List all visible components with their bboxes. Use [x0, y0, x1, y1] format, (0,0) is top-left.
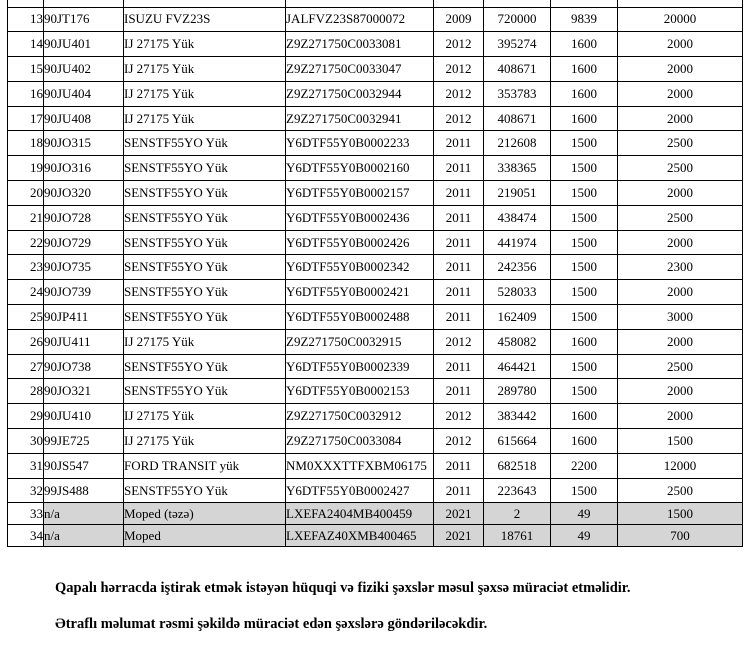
- cell-engine-volume: 2200: [551, 453, 618, 478]
- cell-model: IJ 27175 Yük: [124, 106, 286, 131]
- cell-mileage: 615664: [484, 429, 551, 454]
- cell-mileage: 441974: [484, 230, 551, 255]
- cell-model: IJ 27175 Yük: [124, 81, 286, 106]
- cell-row-number: 20: [8, 181, 44, 206]
- cell-plate-number: 99JS488: [44, 478, 124, 503]
- cell-row-number: 26: [8, 329, 44, 354]
- cell-year: 2011: [434, 131, 484, 156]
- cell-mileage: 408671: [484, 57, 551, 82]
- cell-price: 2000: [618, 230, 743, 255]
- cell-engine-volume: 1500: [551, 181, 618, 206]
- cell-engine-volume: 1500: [551, 156, 618, 181]
- vehicle-table: [7, 0, 743, 547]
- cell-price: 1500: [618, 429, 743, 454]
- cell-row-number: 33: [8, 503, 44, 525]
- cell-mileage: 289780: [484, 379, 551, 404]
- cell-year: 2011: [434, 379, 484, 404]
- cell-engine-volume: 1600: [551, 32, 618, 57]
- cell-plate-number: 90JO320: [44, 181, 124, 206]
- cell-mileage: 458082: [484, 329, 551, 354]
- table-row: [8, 57, 743, 82]
- cell-model: SENSTF55YO Yük: [124, 181, 286, 206]
- table-row: [8, 181, 743, 206]
- cell-plate-number: 90JS547: [44, 453, 124, 478]
- cell-mileage: 438474: [484, 205, 551, 230]
- cell-vin: Y6DTF55Y0B0002426: [286, 230, 434, 255]
- stub-cell: [8, 0, 44, 7]
- table-row: [8, 106, 743, 131]
- cell-engine-volume: 1500: [551, 255, 618, 280]
- stub-cell: [286, 0, 434, 7]
- cell-row-number: 17: [8, 106, 44, 131]
- cell-year: 2012: [434, 32, 484, 57]
- cell-row-number: 16: [8, 81, 44, 106]
- table-row: [8, 354, 743, 379]
- cell-model: Moped (təzə): [124, 503, 286, 525]
- cell-engine-volume: 1500: [551, 305, 618, 330]
- cell-plate-number: 90JU408: [44, 106, 124, 131]
- cell-year: 2021: [434, 503, 484, 525]
- table-row: [8, 280, 743, 305]
- cell-price: 20000: [618, 7, 743, 32]
- cell-vin: Z9Z271750C0032912: [286, 404, 434, 429]
- note-paragraph-2: Ətraflı məlumat rəsmi şəkildə müraciət edən şəxslərə göndəriləcəkdir.: [55, 616, 488, 632]
- table-row: [8, 230, 743, 255]
- cell-engine-volume: 1600: [551, 329, 618, 354]
- cell-price: 2000: [618, 404, 743, 429]
- stub-cell: [434, 0, 484, 7]
- cell-row-number: 22: [8, 230, 44, 255]
- cell-price: 2000: [618, 280, 743, 305]
- cell-plate-number: 90JU411: [44, 329, 124, 354]
- cell-year: 2011: [434, 230, 484, 255]
- cell-vin: Z9Z271750C0033084: [286, 429, 434, 454]
- cell-engine-volume: 9839: [551, 7, 618, 32]
- cell-row-number: 29: [8, 404, 44, 429]
- cell-engine-volume: 1500: [551, 379, 618, 404]
- cell-plate-number: 90JO316: [44, 156, 124, 181]
- cell-mileage: 408671: [484, 106, 551, 131]
- cell-mileage: 464421: [484, 354, 551, 379]
- cell-year: 2011: [434, 156, 484, 181]
- cell-model: SENSTF55YO Yük: [124, 478, 286, 503]
- cell-engine-volume: 49: [551, 503, 618, 525]
- cell-model: FORD TRANSIT yük: [124, 453, 286, 478]
- cell-price: 3000: [618, 305, 743, 330]
- cell-engine-volume: 1500: [551, 131, 618, 156]
- cell-year: 2011: [434, 354, 484, 379]
- cell-price: 2000: [618, 379, 743, 404]
- cell-year: 2012: [434, 404, 484, 429]
- cell-year: 2011: [434, 255, 484, 280]
- cell-plate-number: 90JO321: [44, 379, 124, 404]
- cell-mileage: 528033: [484, 280, 551, 305]
- table-row: [8, 525, 743, 547]
- cell-row-number: 30: [8, 429, 44, 454]
- cell-engine-volume: 1500: [551, 230, 618, 255]
- cell-mileage: 212608: [484, 131, 551, 156]
- table-row: [8, 379, 743, 404]
- cell-row-number: 27: [8, 354, 44, 379]
- note-paragraph-1: Qapalı hərracda iştirak etmək istəyən hüquqi və fiziki şəxslər məsul şəxsə müraciət etməlidir.: [55, 580, 631, 596]
- cell-model: SENSTF55YO Yük: [124, 305, 286, 330]
- cell-vin: NM0XXXTTFXBM06175: [286, 453, 434, 478]
- cell-vin: Y6DTF55Y0B0002488: [286, 305, 434, 330]
- cell-price: 2500: [618, 478, 743, 503]
- cell-row-number: 13: [8, 7, 44, 32]
- cell-row-number: 34: [8, 525, 44, 547]
- cell-mileage: 682518: [484, 453, 551, 478]
- cell-model: IJ 27175 Yük: [124, 57, 286, 82]
- cell-plate-number: 90JO729: [44, 230, 124, 255]
- cell-row-number: 19: [8, 156, 44, 181]
- cell-engine-volume: 1600: [551, 106, 618, 131]
- cell-vin: LXEFA2404MB400459: [286, 503, 434, 525]
- cell-row-number: 24: [8, 280, 44, 305]
- table-row: [8, 32, 743, 57]
- cell-model: SENSTF55YO Yük: [124, 205, 286, 230]
- cell-plate-number: 90JT176: [44, 7, 124, 32]
- stub-cell: [124, 0, 286, 7]
- cell-model: SENSTF55YO Yük: [124, 255, 286, 280]
- cell-model: ISUZU FVZ23S: [124, 7, 286, 32]
- table-row: [8, 7, 743, 32]
- cell-plate-number: 90JO739: [44, 280, 124, 305]
- cell-vin: Z9Z271750C0032941: [286, 106, 434, 131]
- table-row: [8, 429, 743, 454]
- cell-price: 2000: [618, 329, 743, 354]
- cell-model: SENSTF55YO Yük: [124, 280, 286, 305]
- cell-mileage: 18761: [484, 525, 551, 547]
- cell-mileage: 338365: [484, 156, 551, 181]
- cell-price: 2500: [618, 354, 743, 379]
- cell-vin: Y6DTF55Y0B0002427: [286, 478, 434, 503]
- table-row: [8, 131, 743, 156]
- stub-cell: [44, 0, 124, 7]
- cell-price: 12000: [618, 453, 743, 478]
- cell-plate-number: 90JP411: [44, 305, 124, 330]
- cell-plate-number: 90JO728: [44, 205, 124, 230]
- cell-plate-number: 90JU410: [44, 404, 124, 429]
- cell-year: 2012: [434, 57, 484, 82]
- table-row: [8, 329, 743, 354]
- cell-model: SENSTF55YO Yük: [124, 230, 286, 255]
- cell-year: 2012: [434, 106, 484, 131]
- cell-engine-volume: 1500: [551, 205, 618, 230]
- cell-year: 2011: [434, 453, 484, 478]
- cell-year: 2011: [434, 280, 484, 305]
- cell-vin: LXEFAZ40XMB400465: [286, 525, 434, 547]
- cell-row-number: 15: [8, 57, 44, 82]
- cell-vin: Y6DTF55Y0B0002421: [286, 280, 434, 305]
- cell-mileage: 219051: [484, 181, 551, 206]
- cell-year: 2012: [434, 81, 484, 106]
- notes-section: [55, 578, 710, 650]
- cell-engine-volume: 1600: [551, 81, 618, 106]
- cell-mileage: 353783: [484, 81, 551, 106]
- cell-model: IJ 27175 Yük: [124, 404, 286, 429]
- cell-vin: Z9Z271750C0032915: [286, 329, 434, 354]
- cell-vin: Z9Z271750C0033047: [286, 57, 434, 82]
- cell-vin: Y6DTF55Y0B0002339: [286, 354, 434, 379]
- cell-model: SENSTF55YO Yük: [124, 379, 286, 404]
- cell-vin: Z9Z271750C0032944: [286, 81, 434, 106]
- cell-model: Moped: [124, 525, 286, 547]
- cell-engine-volume: 49: [551, 525, 618, 547]
- cell-plate-number: n/a: [44, 503, 124, 525]
- cell-plate-number: 90JU401: [44, 32, 124, 57]
- cell-model: IJ 27175 Yük: [124, 329, 286, 354]
- cell-row-number: 23: [8, 255, 44, 280]
- cell-vin: Y6DTF55Y0B0002160: [286, 156, 434, 181]
- table-row: [8, 404, 743, 429]
- cell-model: SENSTF55YO Yük: [124, 354, 286, 379]
- cell-mileage: 395274: [484, 32, 551, 57]
- cell-plate-number: 99JE725: [44, 429, 124, 454]
- cell-plate-number: 90JU404: [44, 81, 124, 106]
- stub-cell: [618, 0, 743, 7]
- cell-year: 2011: [434, 181, 484, 206]
- cell-vin: Y6DTF55Y0B0002153: [286, 379, 434, 404]
- cell-mileage: 383442: [484, 404, 551, 429]
- cell-price: 1500: [618, 503, 743, 525]
- cell-vin: Y6DTF55Y0B0002157: [286, 181, 434, 206]
- cell-price: 2000: [618, 57, 743, 82]
- cell-price: 2500: [618, 131, 743, 156]
- cell-price: 2500: [618, 156, 743, 181]
- cell-engine-volume: 1600: [551, 404, 618, 429]
- cell-mileage: 223643: [484, 478, 551, 503]
- cell-model: IJ 27175 Yük: [124, 429, 286, 454]
- cell-plate-number: 90JO738: [44, 354, 124, 379]
- cell-mileage: 162409: [484, 305, 551, 330]
- cell-year: 2011: [434, 478, 484, 503]
- table-row: [8, 255, 743, 280]
- cell-vin: Y6DTF55Y0B0002233: [286, 131, 434, 156]
- cell-vin: Y6DTF55Y0B0002436: [286, 205, 434, 230]
- cell-price: 2000: [618, 181, 743, 206]
- cell-price: 2000: [618, 81, 743, 106]
- cell-model: SENSTF55YO Yük: [124, 131, 286, 156]
- cell-mileage: 2: [484, 503, 551, 525]
- cell-engine-volume: 1500: [551, 354, 618, 379]
- cell-vin: JALFVZ23S87000072: [286, 7, 434, 32]
- cell-row-number: 32: [8, 478, 44, 503]
- table-row: [8, 81, 743, 106]
- cell-price: 2000: [618, 106, 743, 131]
- cell-year: 2011: [434, 305, 484, 330]
- cell-price: 2500: [618, 205, 743, 230]
- table-row: [8, 478, 743, 503]
- cell-model: SENSTF55YO Yük: [124, 156, 286, 181]
- cell-row-number: 21: [8, 205, 44, 230]
- cell-year: 2021: [434, 525, 484, 547]
- table-row: [8, 205, 743, 230]
- cell-vin: Y6DTF55Y0B0002342: [286, 255, 434, 280]
- cell-row-number: 18: [8, 131, 44, 156]
- cell-vin: Z9Z271750C0033081: [286, 32, 434, 57]
- cell-year: 2012: [434, 429, 484, 454]
- table-row: [8, 453, 743, 478]
- cell-plate-number: 90JO735: [44, 255, 124, 280]
- table-row-cropped-above: [8, 0, 743, 7]
- table-row: [8, 503, 743, 525]
- cell-row-number: 14: [8, 32, 44, 57]
- cell-year: 2009: [434, 7, 484, 32]
- cell-mileage: 720000: [484, 7, 551, 32]
- cell-row-number: 25: [8, 305, 44, 330]
- cell-engine-volume: 1500: [551, 280, 618, 305]
- cell-row-number: 28: [8, 379, 44, 404]
- cell-price: 2000: [618, 32, 743, 57]
- stub-cell: [484, 0, 551, 7]
- stub-cell: [551, 0, 618, 7]
- cell-plate-number: n/a: [44, 525, 124, 547]
- table-row: [8, 305, 743, 330]
- cell-year: 2011: [434, 205, 484, 230]
- cell-year: 2012: [434, 329, 484, 354]
- cell-price: 2300: [618, 255, 743, 280]
- table-row: [8, 156, 743, 181]
- cell-row-number: 31: [8, 453, 44, 478]
- cell-plate-number: 90JO315: [44, 131, 124, 156]
- cell-engine-volume: 1600: [551, 429, 618, 454]
- cell-mileage: 242356: [484, 255, 551, 280]
- cell-engine-volume: 1600: [551, 57, 618, 82]
- cell-plate-number: 90JU402: [44, 57, 124, 82]
- cell-engine-volume: 1500: [551, 478, 618, 503]
- cell-model: IJ 27175 Yük: [124, 32, 286, 57]
- cell-price: 700: [618, 525, 743, 547]
